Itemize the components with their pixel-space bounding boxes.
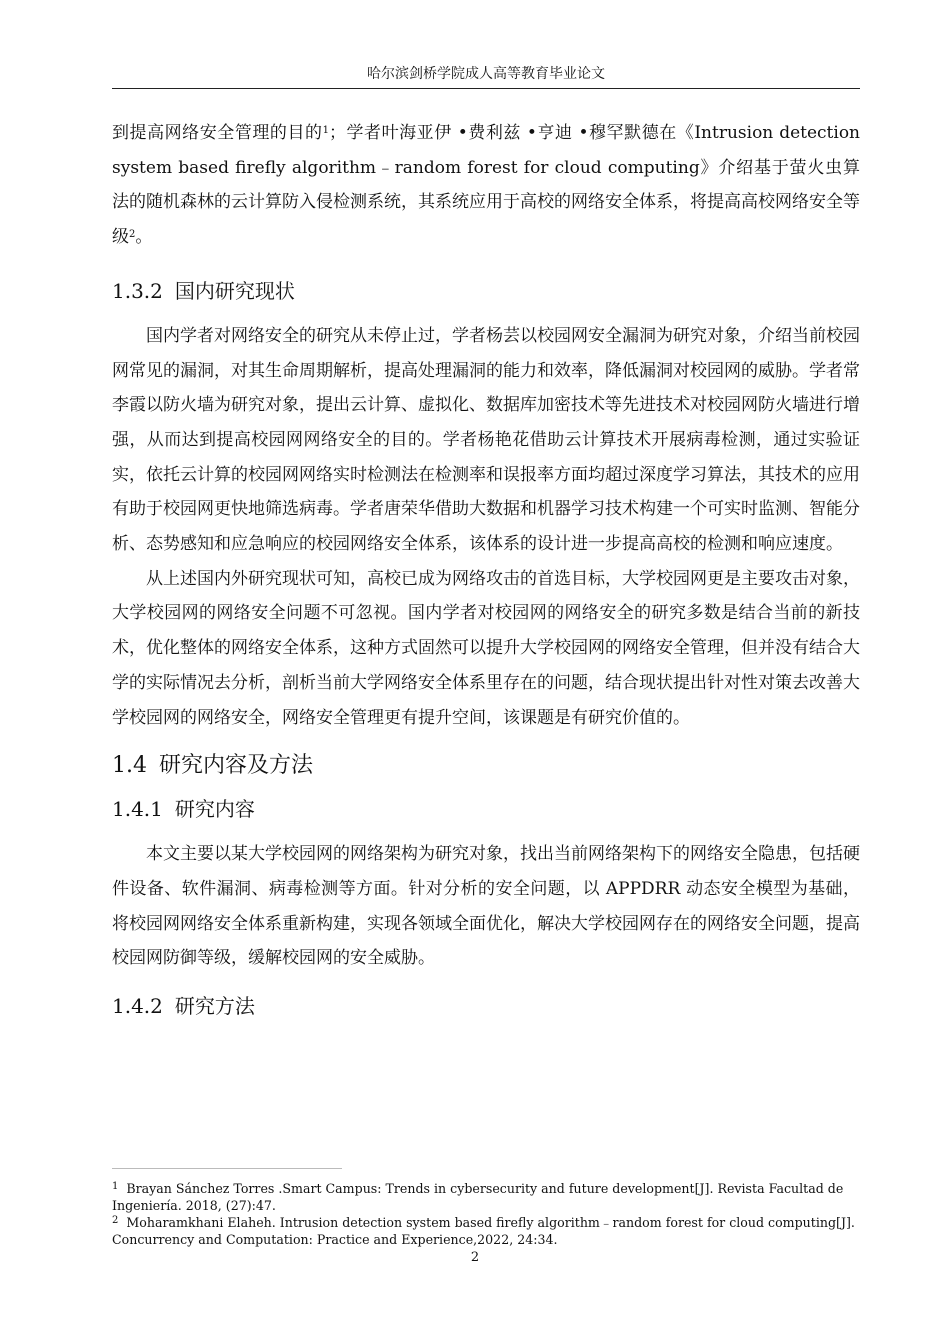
page-number: 2 — [470, 1250, 480, 1265]
heading-title: 研究方法 — [174, 994, 255, 1019]
summary-paragraph: 从上述国内外研究现状可知，高校已成为网络攻击的首选目标，大学校园网更是主要攻击对象，大学校园网的网络安全问题不可忽视。国内学者对校园网的网络安全的研究多数是结合当前的新技术，优化整体的网络安全体系，这种方式固然可以提升大学校园网的网络安全管理，但并没有结合大学的实际情况去分析，剖析当前大学网络安全体系里存在的问题，结合现状提出针对性对策去改善大学校园网的网络安全，网络安全管理更有提升空间，该课题是有研究价值的。 — [112, 568, 860, 728]
intro-text-b: ；学者叶海亚伊 •费利兹 •亨迪 •穆罕默德在《Intrusion detection system based firefly algorithm﹣random forest for cloud computing》介绍基于萤火虫算法的随机森林的云计算防入侵检测系统，其系统应用于高校的网络安全体系，将提高高校网络安全等级 — [112, 123, 861, 248]
intro-text-a: 到提高网络安全管理的目的 — [112, 123, 323, 143]
footnote-ref-2[interactable]: 2 — [129, 229, 136, 241]
heading-number: 1.4.1 — [112, 797, 163, 822]
heading-title: 研究内容 — [174, 797, 255, 822]
heading-number: 1.3.2 — [112, 278, 163, 303]
footnote-text: Moharamkhani Elaheh. Intrusion detection system based firefly algorithm﹣random forest for cloud computing[J]. Concurrency and Computation: Practice and Experience,2022, 24:34. — [112, 1215, 855, 1247]
intro-text-c: 。 — [135, 227, 153, 248]
header-divider — [112, 88, 860, 89]
footnote-divider — [112, 1168, 342, 1169]
heading-title: 国内研究现状 — [174, 278, 295, 303]
footnote-ref-1[interactable]: 1 — [322, 125, 329, 136]
footnote-text: Brayan Sánchez Torres .Smart Campus: Trends in cybersecurity and future development[J]. Revista Facultad de Ingeniería. 2018, (27):47. — [112, 1181, 844, 1213]
footnotes — [112, 1180, 860, 1248]
footnote-1 — [112, 1180, 860, 1214]
heading-1-4 — [112, 751, 860, 781]
heading-1-4-2 — [112, 992, 860, 1020]
footnote-mark: 2 — [112, 1215, 119, 1226]
heading-number: 1.4.2 — [112, 994, 163, 1019]
footnote-2 — [112, 1214, 860, 1248]
heading-1-4-1 — [112, 795, 860, 823]
intro-paragraph — [112, 116, 860, 255]
page-body — [112, 116, 860, 1020]
research-content-paragraph: 本文主要以某大学校园网的网络架构为研究对象，找出当前网络架构下的网络安全隐患，包括硬件设备、软件漏洞、病毒检测等方面。针对分析的安全问题，以 APPDRR 动态安全模型为基础，将校园网网络安全体系重新构建，实现各领域全面优化，解决大学校园网存在的网络安全问题，提高校园网防御等级，缓解校园网的安全威胁。 — [112, 844, 860, 969]
heading-1-3-2 — [112, 277, 860, 305]
domestic-research-paragraph: 国内学者对网络安全的研究从未停止过，学者杨芸以校园网安全漏洞为研究对象，介绍当前校园网常见的漏洞，对其生命周期解析，提高处理漏洞的能力和效率，降低漏洞对校园网的威胁。学者常李霞以防火墙为研究对象，提出云计算、虚拟化、数据库加密技术等先进技术对校园网防火墙进行增强，从而达到提高校园网网络安全的目的。学者杨艳花借助云计算技术开展病毒检测，通过实验证实，依托云计算的校园网网络实时检测法在检测率和误报率方面均超过深度学习算法，其技术的应用有助于校园网更快地筛选病毒。学者唐荣华借助大数据和机器学习技术构建一个可实时监测、智能分析、态势感知和应急响应的校园网络安全体系，该体系的设计进一步提高高校的检测和响应速度。 — [112, 325, 860, 555]
footnote-mark: 1 — [112, 1181, 119, 1192]
heading-number: 1.4 — [112, 753, 147, 779]
heading-title: 研究内容及方法 — [159, 753, 314, 779]
page-header-title: 哈尔滨剑桥学院成人高等教育毕业论文 — [367, 66, 605, 82]
